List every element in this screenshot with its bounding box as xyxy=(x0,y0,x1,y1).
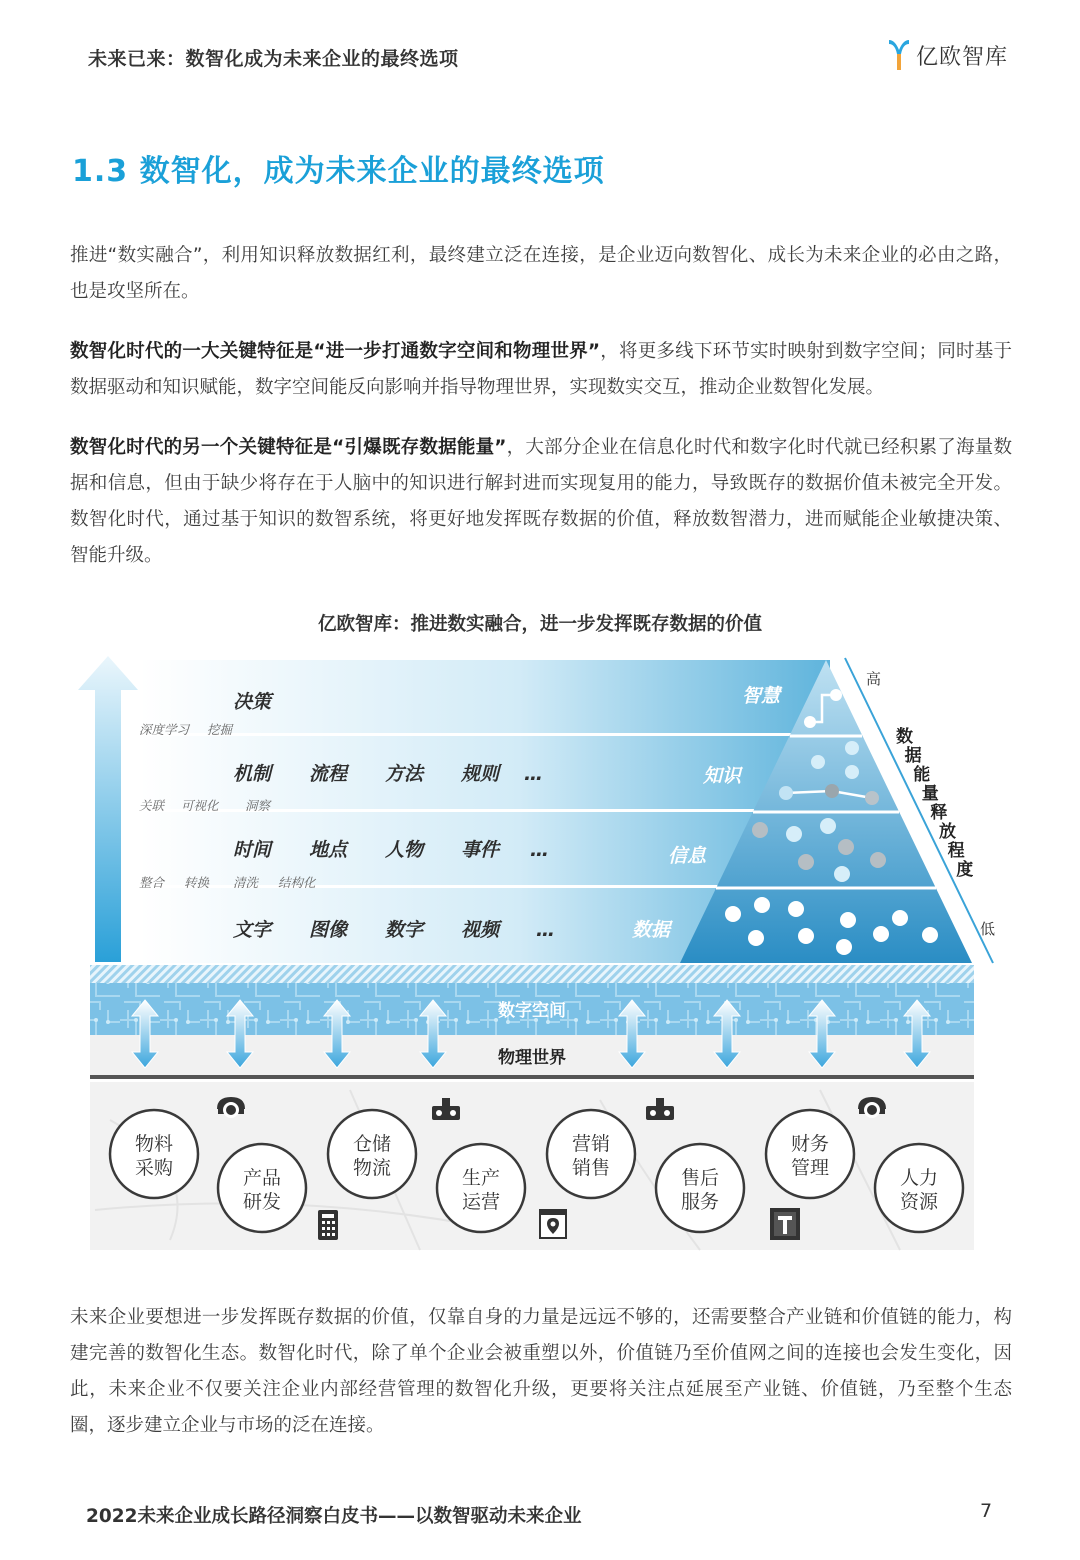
up-arrow-icon xyxy=(78,656,138,962)
figure-diagram xyxy=(0,650,1080,1255)
header-title: 未来已来：数智化成为未来企业的最终选项 xyxy=(88,48,459,70)
map-location-icon xyxy=(540,1210,566,1238)
layer-item: 时间 xyxy=(233,839,272,861)
layer-item: 决策 xyxy=(233,691,272,713)
layer-item: 事件 xyxy=(461,839,500,861)
paragraph-2-text: ，将更多线下环节实时映射到数字空间；同时基于数据驱动和知识赋能，数字空间能反向影响并指导物理世界，实现数实交互，推动企业数智化发展。 xyxy=(70,341,1012,398)
layer-item: … xyxy=(524,763,543,785)
low-label: 低 xyxy=(980,920,996,938)
physical-world-label: 物理世界 xyxy=(498,1048,566,1068)
tier-label-data: 数据 xyxy=(632,919,671,941)
layer-item: 图像 xyxy=(309,919,348,941)
terminal-icon xyxy=(770,1208,800,1240)
digital-space-label: 数字空间 xyxy=(498,1001,566,1021)
business-circle-label: 产品 xyxy=(242,1167,282,1189)
paragraph-3-bold: 数智化时代的另一个关键特征是“引爆既存数据能量” xyxy=(70,437,507,458)
business-circle-label: 人力 xyxy=(899,1167,939,1189)
layer-sub-item: 清洗 xyxy=(233,875,259,890)
layer-sub-item: 转换 xyxy=(184,875,210,890)
divider-line xyxy=(90,1075,974,1079)
side-label: 数据能量释放程度 xyxy=(896,727,974,880)
layer-item: 机制 xyxy=(233,763,272,785)
layer-item: … xyxy=(530,839,549,861)
section-title: 1.3 数智化，成为未来企业的最终选项 xyxy=(72,154,605,189)
tier-label-wisdom: 智慧 xyxy=(742,685,781,707)
business-circle-label: 资源 xyxy=(899,1191,939,1213)
layer-item: 视频 xyxy=(461,919,500,941)
business-circle-label: 仓储 xyxy=(352,1133,392,1155)
layer-item: 数字 xyxy=(385,919,424,941)
layer-sub-item: 整合 xyxy=(139,875,165,890)
logo xyxy=(888,38,1008,72)
business-circle-label: 营销 xyxy=(571,1133,611,1155)
paragraph-1: 推进“数实融合”，利用知识释放数据红利，最终建立泛在连接，是企业迈向数智化、成长为未来企业的必由之路，也是攻坚所在。 xyxy=(70,245,1012,302)
layer-item: 方法 xyxy=(385,763,424,785)
layer-item: 流程 xyxy=(309,763,348,785)
paragraph-4: 未来企业要想进一步发挥既存数据的价值，仅靠自身的力量是远远不够的，还需要整合产业链和价值链的能力，构建完善的数智化生态。数智化时代，除了单个企业会被重塑以外，价值链乃至价值网之间的连接也会发生变化，因此，未来企业不仅要关注企业内部经营管理的数智化升级，更要将关注点延展至产业链、价值链，乃至整个生态圈，逐步建立企业与市场的泛在连接。 xyxy=(70,1307,1012,1436)
tier-label-knowledge: 知识 xyxy=(703,765,742,787)
layer-sub-item: 关联 xyxy=(139,798,165,813)
paragraph-3-text: ，大部分企业在信息化时代和数字化时代就已经积累了海量数据和信息，但由于缺少将存在于人脑中的知识进行解封进而实现复用的能力，导致既存的数据价值未被完全开发。数智化时代，通过基于知识的数智系统，将更好地发挥既存数据的价值，释放数智潜力，进而赋能企业敏捷决策、智能升级。 xyxy=(70,437,1012,566)
logo-mark-icon xyxy=(888,38,910,72)
paragraph-2-bold: 数智化时代的一大关键特征是“进一步打通数字空间和物理世界” xyxy=(70,341,601,362)
layer-item: 规则 xyxy=(461,763,500,785)
layer-sub-item: 深度学习 xyxy=(139,722,190,737)
business-circle-label: 采购 xyxy=(134,1157,174,1179)
paragraph-2 xyxy=(70,334,1012,406)
high-label: 高 xyxy=(866,670,882,688)
business-circle-label: 物料 xyxy=(134,1133,174,1155)
layer-sub-item: 挖掘 xyxy=(207,722,233,737)
business-circle-label: 管理 xyxy=(790,1157,830,1179)
business-circle-label: 财务 xyxy=(790,1133,830,1155)
logo-text: 亿欧智库 xyxy=(916,44,1009,70)
layer-item: 人物 xyxy=(385,839,424,861)
page-number: 7 xyxy=(980,1500,993,1522)
business-circle-label: 售后 xyxy=(680,1167,720,1189)
business-circle-label: 研发 xyxy=(242,1191,282,1213)
layer-item: 地点 xyxy=(309,839,348,861)
layer-item: 文字 xyxy=(233,919,272,941)
paragraph-3 xyxy=(70,430,1012,574)
figure-title: 亿欧智库：推进数实融合，进一步发挥既存数据的价值 xyxy=(317,614,762,635)
layer-sub-item: 可视化 xyxy=(181,798,219,813)
tier-label-information: 信息 xyxy=(668,845,707,867)
business-circle-label: 生产 xyxy=(461,1167,501,1189)
business-circle-label: 物流 xyxy=(352,1157,392,1179)
business-circle-label: 销售 xyxy=(571,1157,611,1179)
layer-sub-item: 洞察 xyxy=(245,798,271,813)
business-circle-label: 服务 xyxy=(680,1191,720,1213)
business-circle-label: 运营 xyxy=(461,1191,501,1213)
footer-title: 2022未来企业成长路径洞察白皮书——以数智驱动未来企业 xyxy=(86,1506,582,1527)
keypad-icon xyxy=(318,1210,338,1240)
layer-sub-item: 结构化 xyxy=(278,875,316,890)
layer-item: … xyxy=(536,919,555,941)
stripe-band xyxy=(90,965,974,983)
